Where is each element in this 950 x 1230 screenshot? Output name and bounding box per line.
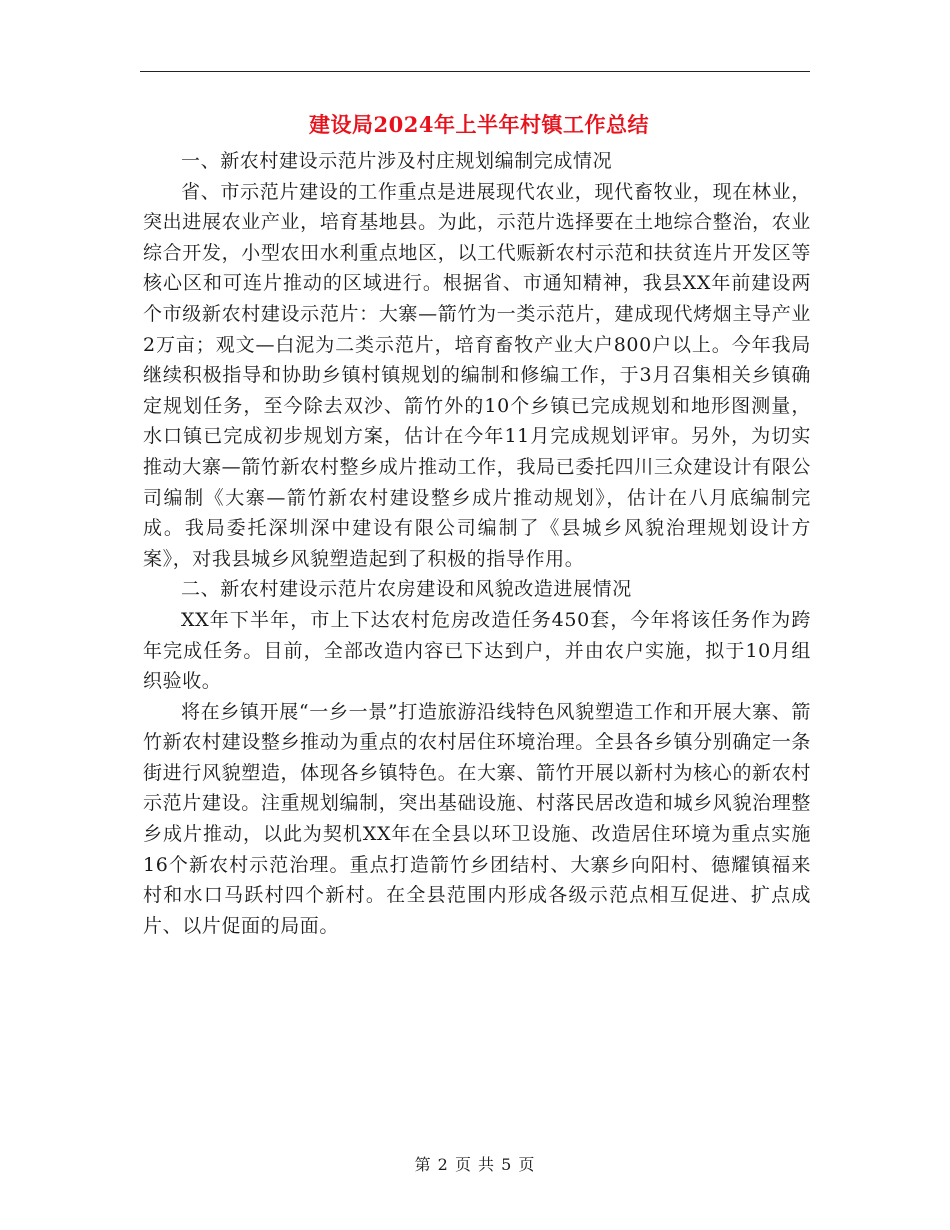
section-heading-2: 二、新农村建设示范片农房建设和风貌改造进展情况 — [181, 578, 632, 601]
paragraph: 省、市示范片建设的工作重点是进展现代农业，现代畜牧业，现在林业，突出进展农业产业，培育基地县。为此，示范片选择要在土地综合整治，农业综合开发，小型农田水利重点地区，以工代赈新农村示范和扶贫连片开发区等核心区和可连片推动的区域进行。根据省、市通知精神，我县XX年前建设两个市级新农村建设示范片：大寨—箭竹为一类示范片，建成现代烤烟主导产业2万亩；观文—白泥为二类示范片，培育畜牧产业大户800户以上。今年我局继续积极指导和协助乡镇村镇规划的编制和修编工作，于3月召集相关乡镇确定规划任务，至今除去双沙、箭竹外的10个乡镇已完成规划和地形图测量，水口镇已完成初步规划方案，估计在今年11月完成规划评审。另外，为切实推动大寨—箭竹新农村整乡成片推动工作，我局已委托四川三众建设计有限公司编制《大寨—箭竹新农村建设整乡成片推动规划》，估计在八月底编制完成。我局委托深圳深中建设有限公司编制了《县城乡风貌治理规划设计方案》，对我县城乡风貌塑造起到了积极的指导作用。 — [143, 180, 811, 570]
paragraph: XX年下半年，市上下达农村危房改造任务450套，今年将该任务作为跨年完成任务。目前，全部改造内容已下达到户，并由农户实施，拟于10月组织验收。 — [143, 608, 811, 693]
header-rule — [140, 71, 810, 72]
page-number: 第 2 页 共 5 页 — [414, 1155, 536, 1174]
paragraph: 将在乡镇开展“一乡一景”打造旅游沿线特色风貌塑造工作和开展大寨、箭竹新农村建设整乡推动为重点的农村居住环境治理。全县各乡镇分别确定一条街进行风貌塑造，体现各乡镇特色。在大寨、箭竹开展以新村为核心的新农村示范片建设。注重规划编制，突出基础设施、村落民居改造和城乡风貌治理整乡成片推动，以此为契机XX年在全县以环卫设施、改造居住环境为重点实施16个新农村示范治理。重点打造箭竹乡团结村、大寨乡向阳村、德耀镇福来村和水口马跃村四个新村。在全县范围内形成各级示范点相互促进、扩点成片、以片促面的局面。 — [143, 700, 811, 937]
document-body — [143, 104, 811, 941]
section-heading-1: 一、新农村建设示范片涉及村庄规划编制完成情况 — [181, 150, 613, 172]
document-title: 建设局2024年上半年村镇工作总结 — [309, 112, 649, 137]
